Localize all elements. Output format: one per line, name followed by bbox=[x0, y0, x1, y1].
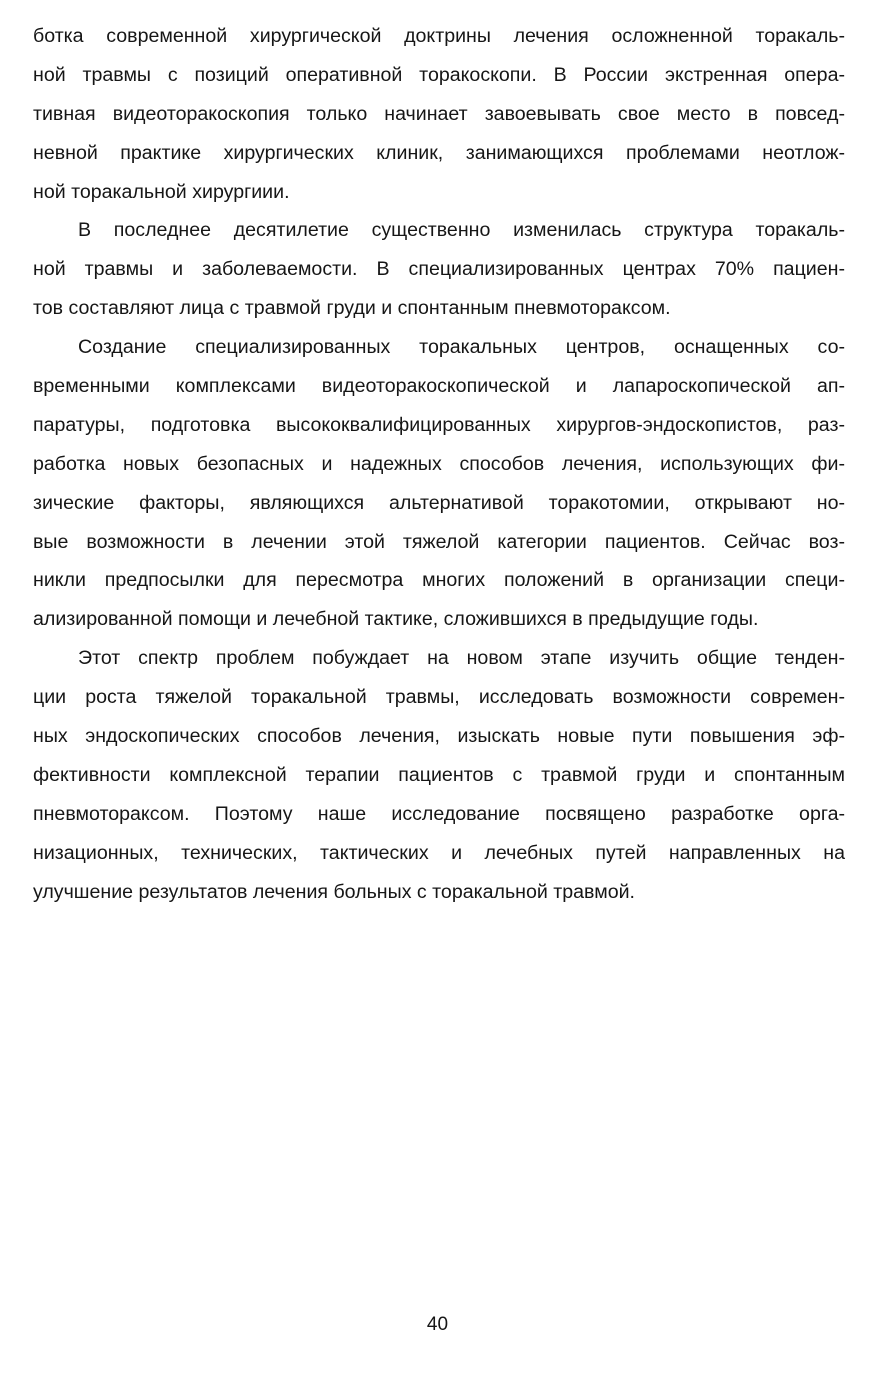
paragraph bbox=[33, 17, 845, 211]
paragraph bbox=[33, 211, 845, 328]
text-line: Создание специализированных торакальных центров, оснащенных со- bbox=[78, 336, 845, 359]
text-line: ной торакальной хирургиии. bbox=[33, 180, 290, 203]
page-number: 40 bbox=[426, 1314, 449, 1335]
text-line: ализированной помощи и лечебной тактике, сложившихся в предыдущие годы. bbox=[33, 608, 759, 631]
text-line: ной травмы и заболеваемости. В специализированных центрах 70% пациен- bbox=[33, 258, 845, 281]
text-line: В последнее десятилетие существенно изменилась структура торакаль- bbox=[78, 219, 845, 242]
text-line: низационных, технических, тактических и лечебных путей направленных на bbox=[33, 841, 845, 864]
text-line: невной практике хирургических клиник, занимающихся проблемами неотлож- bbox=[33, 141, 845, 164]
text-line: пневмотораксом. Поэтому наше исследование посвящено разработке орга- bbox=[33, 802, 845, 825]
text-line: работка новых безопасных и надежных способов лечения, использующих фи- bbox=[33, 452, 845, 475]
text-line: никли предпосылки для пересмотра многих положений в организации специ- bbox=[33, 569, 845, 592]
text-line: тов составляют лица с травмой груди и спонтанным пневмотораксом. bbox=[33, 297, 671, 320]
text-line: ных эндоскопических способов лечения, изыскать новые пути повышения эф- bbox=[33, 725, 845, 748]
text-line: тивная видеоторакоскопия только начинает завоевывать свое место в повсед- bbox=[33, 102, 845, 125]
text-line: ции роста тяжелой торакальной травмы, исследовать возможности современ- bbox=[33, 686, 845, 709]
paragraph bbox=[33, 328, 845, 639]
text-line: фективности комплексной терапии пациентов с травмой груди и спонтанным bbox=[33, 763, 845, 786]
text-line: временными комплексами видеоторакоскопической и лапароскопической ап- bbox=[33, 375, 845, 398]
text-line: ботка современной хирургической доктрины лечения осложненной торакаль- bbox=[33, 25, 845, 47]
text-line: улучшение результатов лечения больных с торакальной травмой. bbox=[33, 880, 635, 903]
text-line: вые возможности в лечении этой тяжелой категории пациентов. Сейчас воз- bbox=[33, 530, 845, 553]
text-line: зические факторы, являющихся альтернативой торакотомии, открывают но- bbox=[33, 491, 845, 514]
body-text bbox=[33, 17, 845, 911]
text-line: ной травмы с позиций оперативной торакоскопи. В России экстренная опера- bbox=[33, 63, 845, 86]
paragraph bbox=[33, 639, 845, 911]
text-line: Этот спектр проблем побуждает на новом этапе изучить общие тенден- bbox=[78, 647, 845, 670]
text-line: паратуры, подготовка высококвалифицированных хирургов-эндоскопистов, раз- bbox=[33, 413, 845, 436]
